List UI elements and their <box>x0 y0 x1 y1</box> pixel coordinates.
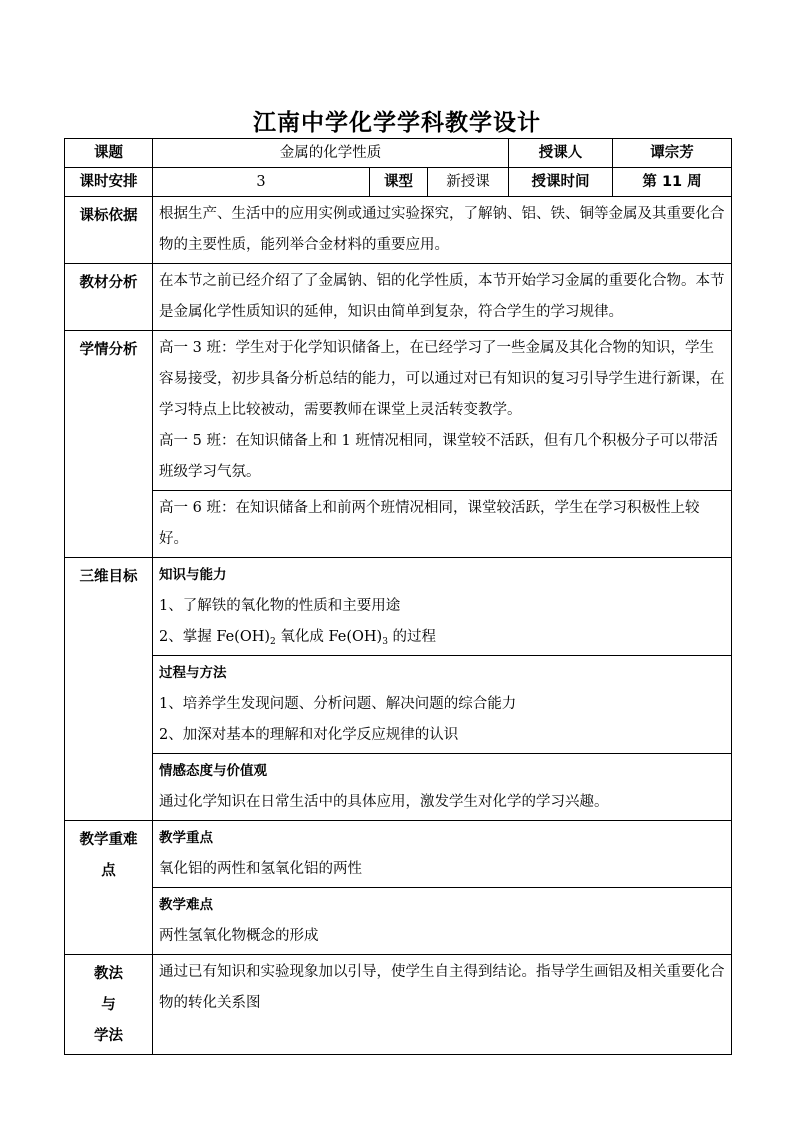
difficulty-text: 两性氢氧化物概念的形成 <box>159 928 319 944</box>
teacher-value: 谭宗芳 <box>613 139 732 168</box>
subscript-2: 2 <box>270 637 276 647</box>
methods-row <box>65 955 732 1055</box>
curriculum-row <box>65 197 732 264</box>
difficulty-title: 教学难点 <box>159 897 213 913</box>
emotion-title: 情感态度与价值观 <box>159 763 267 779</box>
process-cell <box>153 656 732 754</box>
goals-row-3 <box>65 754 732 821</box>
knowledge-item-1: 1、了解铁的氧化物的性质和主要用途 <box>159 598 401 614</box>
topic-row <box>65 139 732 168</box>
topic-label: 课题 <box>65 139 153 168</box>
hours-label: 课时安排 <box>65 168 153 197</box>
students-row-2 <box>65 491 732 558</box>
class5-text: 高一 5 班：在知识储备上和 1 班情况相同，课堂较不活跃，但有几个积极分子可以带活班级学习气氛。 <box>159 433 718 480</box>
keypoints-label <box>65 821 153 955</box>
methods-label-line2: 与 <box>101 997 116 1013</box>
knowledge-cell <box>153 558 732 656</box>
methods-text: 通过已有知识和实验现象加以引导，使学生自主得到结论。指导学生画铝及相关重要化合物的转化关系图 <box>153 955 732 1055</box>
keypoints-row-2 <box>65 888 732 955</box>
goals-row-1 <box>65 558 732 656</box>
methods-label <box>65 955 153 1055</box>
knowledge-item-2-mid: 氧化成 Fe(OH) <box>275 629 383 645</box>
keypoints-label-line2: 点 <box>101 863 116 879</box>
textbook-text: 在本节之前已经介绍了了金属钠、铝的化学性质，本节开始学习金属的重要化合物。本节是金属化学性质知识的延伸，知识由简单到复杂，符合学生的学习规律。 <box>153 264 732 331</box>
page-title: 江南中学化学学科教学设计 <box>253 110 541 136</box>
students-row-1 <box>65 331 732 491</box>
emotion-cell <box>153 754 732 821</box>
process-item-1: 1、培养学生发现问题、分析问题、解决问题的综合能力 <box>159 696 517 712</box>
lesson-plan-table <box>64 138 732 1055</box>
methods-label-line1: 教法 <box>94 966 123 982</box>
students-cell-1 <box>153 331 732 491</box>
goals-row-2 <box>65 656 732 754</box>
knowledge-title: 知识与能力 <box>159 567 227 583</box>
focus-cell <box>153 821 732 888</box>
hours-value: 3 <box>153 168 370 197</box>
keypoints-row-1 <box>65 821 732 888</box>
methods-label-line3: 学法 <box>94 1028 123 1044</box>
process-title: 过程与方法 <box>159 665 227 681</box>
curriculum-label: 课标依据 <box>65 197 153 264</box>
emotion-item-1: 通过化学知识在日常生活中的具体应用，激发学生对化学的学习兴趣。 <box>159 794 609 810</box>
students-label: 学情分析 <box>65 331 153 558</box>
curriculum-text: 根据生产、生活中的应用实例或通过实验探究，了解钠、铝、铁、铜等金属及其重要化合物的主要性质，能列举合金材料的重要应用。 <box>153 197 732 264</box>
type-value: 新授课 <box>428 168 509 197</box>
difficulty-cell <box>153 888 732 955</box>
process-item-2: 2、加深对基本的理解和对化学反应规律的认识 <box>159 727 459 743</box>
knowledge-item-2-post: 的过程 <box>387 629 437 645</box>
topic-value: 金属的化学性质 <box>153 139 509 168</box>
schedule-row <box>65 168 732 197</box>
time-label: 授课时间 <box>509 168 613 197</box>
time-value: 第 11 周 <box>613 168 732 197</box>
class6-text: 高一 6 班：在知识储备上和前两个班情况相同，课堂较活跃，学生在学习积极性上较好。 <box>153 491 732 558</box>
teacher-label: 授课人 <box>509 139 613 168</box>
knowledge-item-2-pre: 2、掌握 Fe(OH) <box>159 629 271 645</box>
focus-text: 氧化铝的两性和氢氧化铝的两性 <box>159 861 362 877</box>
textbook-row <box>65 264 732 331</box>
type-label: 课型 <box>370 168 428 197</box>
knowledge-item-2 <box>159 622 725 653</box>
focus-title: 教学重点 <box>159 830 213 846</box>
class3-text: 高一 3 班：学生对于化学知识储备上，在已经学习了一些金属及其化合物的知识，学生容易接受，初步具备分析总结的能力，可以通过对已有知识的复习引导学生进行新课，在学习特点上比较被动，需要教师在课堂上灵活转变教学。 <box>159 340 725 418</box>
goals-label: 三维目标 <box>65 558 153 821</box>
keypoints-label-line1: 教学重难 <box>79 832 138 848</box>
textbook-label: 教材分析 <box>65 264 153 331</box>
subscript-3: 3 <box>382 637 388 647</box>
